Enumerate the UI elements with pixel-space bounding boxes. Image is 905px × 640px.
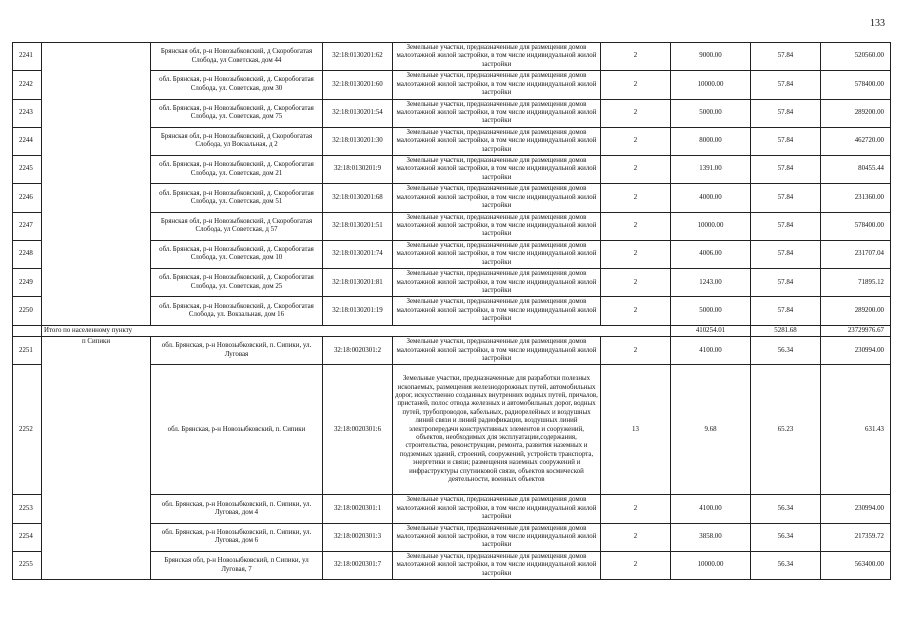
area-cell: 9.68 xyxy=(671,365,751,495)
cadastral-value-cell: 289200.00 xyxy=(821,99,891,127)
area-cell: 10000.00 xyxy=(671,71,751,99)
settlement-cell xyxy=(42,43,151,326)
row-number-cell: 2243 xyxy=(13,99,42,127)
settlement-name-cell: п Сипики xyxy=(42,337,151,580)
total-label: Итого по населенному пункту xyxy=(42,325,671,336)
land-use-cell: Земельные участки, предназначенные для размещения домов малоэтажной жилой застройки, в том числе индивидуальной жилой застройки xyxy=(393,495,601,523)
row-number-cell: 2248 xyxy=(13,240,42,268)
settlement-total-row xyxy=(13,325,891,336)
category-cell: 2 xyxy=(601,71,671,99)
cadastral-value-cell: 230994.00 xyxy=(821,495,891,523)
category-cell: 13 xyxy=(601,365,671,495)
row-number-cell: 2255 xyxy=(13,551,42,579)
area-cell: 4100.00 xyxy=(671,337,751,365)
cadastral-value-cell: 231360.00 xyxy=(821,184,891,212)
cadastral-value-cell: 578400.00 xyxy=(821,212,891,240)
row-number-cell: 2245 xyxy=(13,156,42,184)
rate-cell: 57.84 xyxy=(751,71,821,99)
row-number-cell: 2251 xyxy=(13,337,42,365)
area-cell: 4000.00 xyxy=(671,184,751,212)
row-number-cell: 2252 xyxy=(13,365,42,495)
area-cell: 9000.00 xyxy=(671,43,751,71)
total-value: 23729976.67 xyxy=(821,325,891,336)
cadastral-number-cell: 32:18:0020301:6 xyxy=(323,365,393,495)
cadastral-value-cell: 289200.00 xyxy=(821,297,891,325)
total-rate: 5281.68 xyxy=(751,325,821,336)
cadastral-number-cell: 32:18:0020301:1 xyxy=(323,495,393,523)
row-number-cell: 2247 xyxy=(13,212,42,240)
area-cell: 1391.00 xyxy=(671,156,751,184)
category-cell: 2 xyxy=(601,156,671,184)
cadastral-number-cell: 32:18:0020301:3 xyxy=(323,523,393,551)
address-cell: Брянская обл, р-н Новозыбковский, п Сипики, ул Луговая, 7 xyxy=(151,551,323,579)
row-number-cell: 2246 xyxy=(13,184,42,212)
cadastral-number-cell: 32:18:0020301:7 xyxy=(323,551,393,579)
address-cell: обл. Брянская, р-н Новозыбковский, д. Скоробогатая Слобода, ул. Советская, дом 75 xyxy=(151,99,323,127)
table-row xyxy=(13,337,891,365)
cadastral-value-cell: 230994.00 xyxy=(821,337,891,365)
cadastral-value-cell: 71895.12 xyxy=(821,269,891,297)
cadastral-number-cell: 32:18:0130201:30 xyxy=(323,127,393,155)
cadastral-value-cell: 217359.72 xyxy=(821,523,891,551)
cadastral-number-cell: 32:18:0130201:74 xyxy=(323,240,393,268)
land-use-cell: Земельные участки, предназначенные для размещения домов малоэтажной жилой застройки, в том числе индивидуальной жилой застройки xyxy=(393,297,601,325)
rate-cell: 56.34 xyxy=(751,337,821,365)
cadastral-value-cell: 578400.00 xyxy=(821,71,891,99)
address-cell: обл. Брянская, р-н Новозыбковский, п. Сипики, ул. Луговая, дом 6 xyxy=(151,523,323,551)
land-use-cell: Земельные участки, предназначенные для размещения домов малоэтажной жилой застройки, в том числе индивидуальной жилой застройки xyxy=(393,156,601,184)
row-number-cell: 2244 xyxy=(13,127,42,155)
area-cell: 3858.00 xyxy=(671,523,751,551)
land-use-cell: Земельные участки, предназначенные для размещения домов малоэтажной жилой застройки, в том числе индивидуальной жилой застройки xyxy=(393,99,601,127)
row-number-cell: 2249 xyxy=(13,269,42,297)
cadastral-number-cell: 32:18:0130201:54 xyxy=(323,99,393,127)
area-cell: 1243.00 xyxy=(671,269,751,297)
area-cell: 4006.00 xyxy=(671,240,751,268)
land-use-cell: Земельные участки, предназначенные для размещения домов малоэтажной жилой застройки, в том числе индивидуальной жилой застройки xyxy=(393,523,601,551)
address-cell: Брянская обл, р-н Новозыбковский, д Скоробогатая Слобода, ул Советская, дом 44 xyxy=(151,43,323,71)
cadastral-value-cell: 80455.44 xyxy=(821,156,891,184)
cadastral-number-cell: 32:18:0130201:19 xyxy=(323,297,393,325)
land-use-cell: Земельные участки, предназначенные для размещения домов малоэтажной жилой застройки, в том числе индивидуальной жилой застройки xyxy=(393,71,601,99)
area-cell: 8000.00 xyxy=(671,127,751,155)
rate-cell: 57.84 xyxy=(751,127,821,155)
cadastral-number-cell: 32:18:0020301:2 xyxy=(323,337,393,365)
address-cell: обл. Брянская, р-н Новозыбковский, п. Сипики xyxy=(151,365,323,495)
category-cell: 2 xyxy=(601,337,671,365)
land-use-cell: Земельные участки, предназначенные для размещения домов малоэтажной жилой застройки, в том числе индивидуальной жилой застройки xyxy=(393,269,601,297)
rate-cell: 56.34 xyxy=(751,551,821,579)
rate-cell: 57.84 xyxy=(751,269,821,297)
rate-cell: 56.34 xyxy=(751,495,821,523)
address-cell: обл. Брянская, р-н Новозыбковский, п. Сипики, ул. Луговая, дом 4 xyxy=(151,495,323,523)
cadastral-number-cell: 32:18:0130201:60 xyxy=(323,71,393,99)
cadastral-value-cell: 520560.00 xyxy=(821,43,891,71)
rate-cell: 57.84 xyxy=(751,212,821,240)
cadastral-number-cell: 32:18:0130201:81 xyxy=(323,269,393,297)
rate-cell: 57.84 xyxy=(751,99,821,127)
cadastral-number-cell: 32:18:0130201:62 xyxy=(323,43,393,71)
land-use-cell: Земельные участки, предназначенные для размещения домов малоэтажной жилой застройки, в том числе индивидуальной жилой застройки xyxy=(393,240,601,268)
land-use-cell: Земельные участки, предназначенные для размещения домов малоэтажной жилой застройки, в том числе индивидуальной жилой застройки xyxy=(393,551,601,579)
cadastral-value-cell: 231707.04 xyxy=(821,240,891,268)
category-cell: 2 xyxy=(601,523,671,551)
row-number-cell: 2250 xyxy=(13,297,42,325)
category-cell: 2 xyxy=(601,212,671,240)
land-use-cell: Земельные участки, предназначенные для разработки полезных ископаемых, размещения железнодорожных путей, автомобильных дорог, искусственно созданных внутренних водных путей, причалов, пристаней, полос отвода железных и автомобильных дорог, водных путей, трубопроводов, кабельных, радиорелейных и воздушных линий связи и линий радиофикации, воздушных линий электропередачи конструктивных элементов и сооружений, объектов, необходимых для эксплуатации,содержания, строительства, реконструкции, ремонта, развития наземных и подземных зданий, строений, сооружений, устройств транспорта, энергетики и связи; размещения наземных сооружений и инфраструктуры спутниковой связи, объектов космической деятельности, военных объектов xyxy=(393,365,601,495)
address-cell: обл. Брянская, р-н Новозыбковский, п. Сипики, ул. Луговая xyxy=(151,337,323,365)
area-cell: 4100.00 xyxy=(671,495,751,523)
rate-cell: 65.23 xyxy=(751,365,821,495)
row-number-cell: 2242 xyxy=(13,71,42,99)
address-cell: обл. Брянская, р-н Новозыбковский, д. Скоробогатая Слобода, ул. Советская, дом 21 xyxy=(151,156,323,184)
land-valuation-table xyxy=(12,42,891,580)
rate-cell: 57.84 xyxy=(751,43,821,71)
address-cell: обл. Брянская, р-н Новозыбковский, д. Скоробогатая Слобода, ул. Советская, дом 10 xyxy=(151,240,323,268)
land-use-cell: Земельные участки, предназначенные для размещения домов малоэтажной жилой застройки, в том числе индивидуальной жилой застройки xyxy=(393,337,601,365)
land-use-cell: Земельные участки, предназначенные для размещения домов малоэтажной жилой застройки, в том числе индивидуальной жилой застройки xyxy=(393,127,601,155)
category-cell: 2 xyxy=(601,551,671,579)
cadastral-value-cell: 462720.00 xyxy=(821,127,891,155)
category-cell: 2 xyxy=(601,43,671,71)
land-use-cell: Земельные участки, предназначенные для размещения домов малоэтажной жилой застройки, в том числе индивидуальной жилой застройки xyxy=(393,184,601,212)
address-cell: обл. Брянская, р-н Новозыбковский, д. Скоробогатая Слобода, ул. Советская, дом 30 xyxy=(151,71,323,99)
category-cell: 2 xyxy=(601,240,671,268)
category-cell: 2 xyxy=(601,297,671,325)
row-number-cell: 2253 xyxy=(13,495,42,523)
address-cell: обл. Брянская, р-н Новозыбковский, д. Скоробогатая Слобода, ул. Советская, дом 25 xyxy=(151,269,323,297)
address-cell: обл. Брянская, р-н Новозыбковский, д. Скоробогатая Слобода, ул. Советская, дом 51 xyxy=(151,184,323,212)
cadastral-number-cell: 32:18:0130201:68 xyxy=(323,184,393,212)
category-cell: 2 xyxy=(601,127,671,155)
cadastral-number-cell: 32:18:0130201:9 xyxy=(323,156,393,184)
cadastral-number-cell: 32:18:0130201:51 xyxy=(323,212,393,240)
cadastral-value-cell: 631.43 xyxy=(821,365,891,495)
row-number-cell: 2254 xyxy=(13,523,42,551)
cadastral-value-cell: 563400.00 xyxy=(821,551,891,579)
rate-cell: 57.84 xyxy=(751,156,821,184)
total-area: 410254.01 xyxy=(671,325,751,336)
area-cell: 10000.00 xyxy=(671,212,751,240)
address-cell: Брянская обл, р-н Новозыбковский, д Скоробогатая Слобода, ул Вокзальная, д 2 xyxy=(151,127,323,155)
rate-cell: 57.84 xyxy=(751,240,821,268)
land-use-cell: Земельные участки, предназначенные для размещения домов малоэтажной жилой застройки, в том числе индивидуальной жилой застройки xyxy=(393,212,601,240)
rate-cell: 57.84 xyxy=(751,297,821,325)
row-number-cell: 2241 xyxy=(13,43,42,71)
category-cell: 2 xyxy=(601,495,671,523)
total-blank-cell xyxy=(13,325,42,336)
table-row xyxy=(13,43,891,71)
category-cell: 2 xyxy=(601,269,671,297)
area-cell: 5000.00 xyxy=(671,99,751,127)
category-cell: 2 xyxy=(601,184,671,212)
address-cell: обл. Брянская, р-н Новозыбковский, д. Скоробогатая Слобода, ул. Вокзальная, дом 16 xyxy=(151,297,323,325)
rate-cell: 57.84 xyxy=(751,184,821,212)
address-cell: Брянская обл, р-н Новозыбковский, д Скоробогатая Слобода, ул Советская, д 57 xyxy=(151,212,323,240)
area-cell: 10000.00 xyxy=(671,551,751,579)
area-cell: 5000.00 xyxy=(671,297,751,325)
page-number: 133 xyxy=(870,18,885,29)
category-cell: 2 xyxy=(601,99,671,127)
rate-cell: 56.34 xyxy=(751,523,821,551)
land-use-cell: Земельные участки, предназначенные для размещения домов малоэтажной жилой застройки, в том числе индивидуальной жилой застройки xyxy=(393,43,601,71)
